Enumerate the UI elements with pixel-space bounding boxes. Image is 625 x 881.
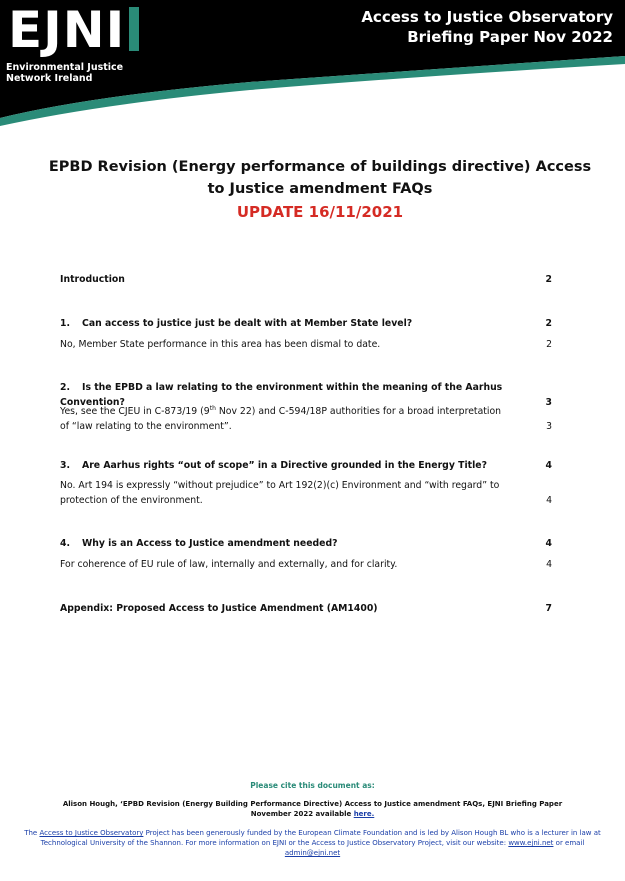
header-title-line-1: Access to Justice Observatory — [361, 8, 613, 26]
logo: EJNI — [8, 4, 139, 56]
funding-text-a: The — [24, 829, 40, 837]
appendix-page: 7 — [545, 603, 552, 614]
q2-answer-sup: th — [209, 405, 216, 412]
header-title — [361, 7, 613, 47]
q1-label: Can access to justice just be dealt with at Member State level? — [82, 318, 413, 329]
q2-label: Is the EPBD a law relating to the environment within the meaning of the Aarhus Convention? — [60, 382, 503, 408]
update-date: UPDATE 16/11/2021 — [236, 203, 404, 221]
q1-answer-page: 2 — [546, 339, 552, 350]
appendix-label: Appendix: Proposed Access to Justice Amendment (AM1400) — [60, 603, 378, 614]
toc-q4-answer[interactable] — [60, 557, 552, 572]
q4-answer-text: For coherence of EU rule of law, internally and externally, and for clarity. — [60, 559, 398, 570]
q4-label: Why is an Access to Justice amendment needed? — [82, 538, 338, 549]
q4-answer-page: 4 — [546, 559, 552, 570]
funding-text-c: or email — [553, 839, 585, 847]
document-title: EPBD Revision (Energy performance of buildings directive) Access to Justice amendment FAQs — [48, 159, 592, 197]
toc-q3[interactable] — [60, 458, 552, 473]
q4-page: 4 — [545, 538, 552, 549]
funding-text-b: Project has been generously funded by the European Climate Foundation and is led by Alison Hough BL who is a lecturer in law at Technological University of the Shannon. For more information on EJNI or the Access to Justice Observatory Project, visit our website: — [40, 829, 601, 847]
citation-text: Alison Hough, ‘EPBD Revision (Energy Building Performance Directive) Access to Justice amendment FAQs, EJNI Briefing Paper November 2022 available — [62, 800, 563, 818]
toc-q2-answer[interactable] — [60, 401, 552, 434]
q2-answer-text-a: Yes, see the CJEU in C-873/19 (9 — [60, 406, 210, 418]
q4-number: 4. — [60, 538, 71, 549]
cite-heading: Please cite this document as: — [250, 781, 375, 790]
toc-q4[interactable] — [60, 536, 552, 551]
q2-page: 3 — [545, 397, 552, 408]
toc-intro-label: Introduction — [60, 274, 125, 285]
q3-answer-text: No. Art 194 is expressly “without prejudice” to Art 192(2)(c) Environment and “with regard” to protection of the environment. — [60, 480, 500, 506]
q2-number: 2. — [60, 382, 71, 393]
toc-q3-answer[interactable] — [60, 478, 552, 508]
toc-q1-answer[interactable] — [60, 337, 552, 352]
q1-number: 1. — [60, 318, 71, 329]
logo-bar-icon — [129, 7, 139, 51]
toc-appendix[interactable] — [60, 601, 552, 616]
org-name — [6, 62, 123, 84]
header-banner — [0, 0, 625, 130]
org-line-2: Network Ireland — [6, 73, 93, 84]
citation-link[interactable]: here. — [353, 810, 375, 818]
header-title-line-2: Briefing Paper Nov 2022 — [407, 28, 613, 46]
org-line-1: Environmental Justice — [6, 62, 124, 73]
q2-answer-page: 3 — [546, 421, 552, 433]
q2-answer-text-b: Nov 22) and C-594/18P authorities for a broad interpretation of “law relating to the environment”. — [60, 406, 502, 433]
toc-intro-page: 2 — [545, 274, 552, 285]
toc-q1[interactable] — [60, 316, 552, 331]
q1-page: 2 — [545, 318, 552, 329]
email-link[interactable]: admin@ejni.net — [284, 849, 341, 857]
q3-page: 4 — [545, 460, 552, 471]
q1-answer-text: No, Member State performance in this area has been dismal to date. — [60, 339, 381, 350]
q3-number: 3. — [60, 460, 71, 471]
observatory-link[interactable]: Access to Justice Observatory — [39, 829, 144, 837]
funding-note — [20, 828, 605, 858]
website-link[interactable]: www.ejni.net — [508, 839, 554, 847]
q3-answer-page: 4 — [546, 495, 552, 506]
citation — [20, 799, 605, 819]
q3-label: Are Aarhus rights “out of scope” in a Directive grounded in the Energy Title? — [82, 460, 487, 471]
toc-intro[interactable] — [60, 272, 552, 287]
